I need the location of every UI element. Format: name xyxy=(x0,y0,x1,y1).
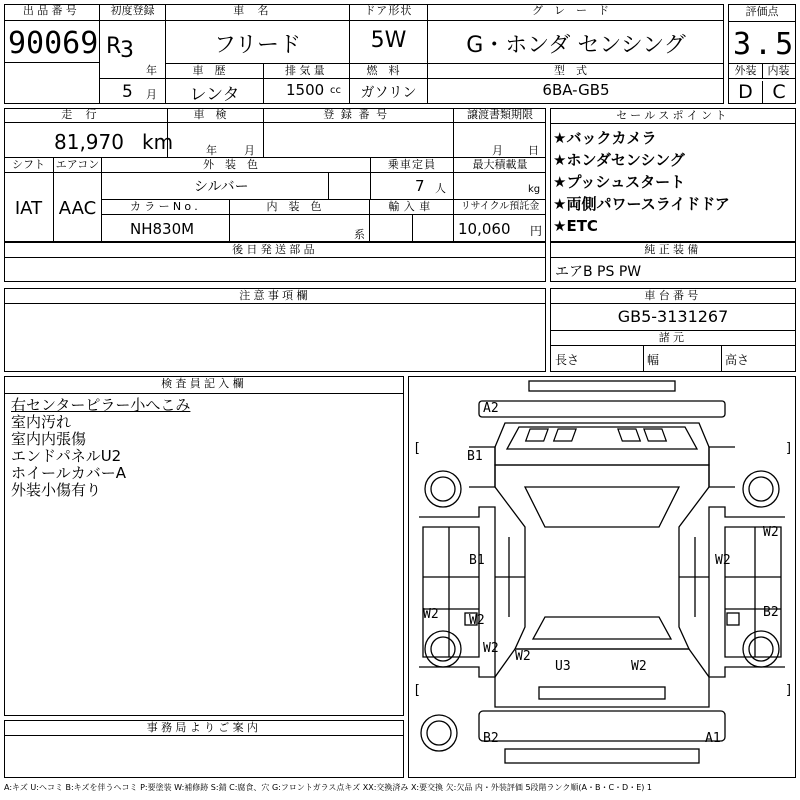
reg-no-cell xyxy=(264,108,454,158)
damage-mark: B1 xyxy=(469,553,485,568)
remark-line: 外装小傷有り xyxy=(11,481,102,499)
max-load-unit: kg xyxy=(528,184,541,195)
recycle-cell xyxy=(454,200,546,242)
grade-cell xyxy=(428,4,724,64)
car-outline xyxy=(409,377,795,777)
capacity-cell xyxy=(370,158,454,200)
first-reg-month: 5 xyxy=(122,82,133,102)
sale-points-box xyxy=(550,108,796,242)
later-parts-box xyxy=(4,242,546,282)
import-label: 輸入車 xyxy=(370,200,453,215)
damage-mark: W2 xyxy=(483,641,499,656)
ac-cell xyxy=(54,158,102,242)
lot-number-cell xyxy=(4,4,100,104)
inspection-year-unit: 年 xyxy=(206,144,217,157)
height-label: 高さ xyxy=(725,353,750,367)
shift-label: シフト xyxy=(4,158,53,173)
capacity-unit: 人 xyxy=(435,182,446,195)
grade-label: グレード xyxy=(428,4,724,21)
inspection-cell xyxy=(168,108,264,158)
era: R xyxy=(106,34,122,59)
inspector-remarks xyxy=(11,397,190,499)
ext-color-label: 外装色 xyxy=(102,158,370,173)
damage-mark: W2 xyxy=(469,613,485,628)
ext-color: シルバー xyxy=(194,179,249,195)
damage-diagram xyxy=(408,376,796,778)
lot-number-label: 出品番号 xyxy=(4,4,99,21)
reg-no-label: 登録番号 xyxy=(264,108,453,123)
damage-mark: W2 xyxy=(631,659,647,674)
fuel-label: 燃料 xyxy=(350,64,427,79)
remark-line: ホイールカバーA xyxy=(11,464,126,482)
damage-mark: W2 xyxy=(715,553,731,568)
remark-line: 右センターピラー小へこみ xyxy=(11,396,191,414)
car-name-label: 車名 xyxy=(166,4,349,21)
damage-mark: B1 xyxy=(467,449,483,464)
int-color-cell xyxy=(230,200,370,242)
ac: AAC xyxy=(58,198,97,219)
length-label: 長さ xyxy=(555,353,580,367)
notes-label: 注意事項欄 xyxy=(5,289,545,304)
inspector-label: 検査員記入欄 xyxy=(5,377,403,394)
remark-line: エンドパネルU2 xyxy=(11,447,122,465)
sale-point-item: ★ホンダセンシング xyxy=(553,151,685,169)
car-name: フリード xyxy=(213,33,302,58)
bracket-mark: ] xyxy=(785,441,793,456)
transfer-day-unit: 日 xyxy=(528,144,539,157)
damage-mark: B2 xyxy=(483,731,499,746)
mileage-label: 走行 xyxy=(4,108,167,123)
history-cell xyxy=(166,64,264,104)
score: 3.5 xyxy=(733,27,797,62)
equipment-label: 純正装備 xyxy=(551,243,795,258)
ext-color-cell xyxy=(102,158,370,200)
displacement-cell xyxy=(264,64,350,104)
damage-mark: W2 xyxy=(763,525,779,540)
remark-line: 室内内張傷 xyxy=(11,430,87,448)
chassis-box xyxy=(550,288,796,372)
doors-cell xyxy=(350,4,428,64)
capacity-label: 乗車定員 xyxy=(371,158,453,173)
year-unit: 年 xyxy=(146,64,157,77)
sale-points-label: セールスポイント xyxy=(551,109,795,124)
import-cell xyxy=(370,200,454,242)
equipment-box xyxy=(550,242,796,282)
mileage: 81,970 xyxy=(54,130,124,154)
color-no: NH830M xyxy=(130,220,195,238)
bracket-mark: [ xyxy=(413,683,421,698)
sale-point-item: ★ETC xyxy=(553,217,598,235)
grade: G・ホンダ センシング xyxy=(466,33,686,58)
damage-mark: A1 xyxy=(705,731,721,746)
recycle-label: リサイクル預託金 xyxy=(454,200,546,215)
score-label: 評価点 xyxy=(729,5,795,22)
notes-box xyxy=(4,288,546,372)
displacement-unit: cc xyxy=(330,85,341,96)
score-cell xyxy=(728,4,796,104)
history-label: 車歴 xyxy=(166,64,263,79)
month-unit: 月 xyxy=(146,88,157,101)
transfer-cell xyxy=(454,108,546,158)
chassis-label: 車台番号 xyxy=(551,289,795,304)
model-label: 型式 xyxy=(428,64,724,79)
damage-mark: W2 xyxy=(423,607,439,622)
color-no-cell xyxy=(102,200,230,242)
inspector-box xyxy=(4,376,404,716)
inspection-month-unit: 月 xyxy=(244,144,255,157)
inspection-label: 車検 xyxy=(168,108,263,123)
displacement: 1500 xyxy=(286,81,325,99)
recycle: 10,060 xyxy=(458,220,511,238)
displacement-label: 排気量 xyxy=(264,64,349,79)
model-cell xyxy=(428,64,724,104)
mileage-cell xyxy=(4,108,174,158)
first-reg-label: 初度登録 xyxy=(100,4,165,21)
damage-mark: B2 xyxy=(763,605,779,620)
equipment-value: エアB PS PW xyxy=(555,264,642,280)
damage-mark: U3 xyxy=(555,659,571,674)
damage-mark: W2 xyxy=(515,649,531,664)
mileage-unit: km xyxy=(142,130,174,154)
model: 6BA-GB5 xyxy=(542,81,610,99)
sale-point-item: ★両側パワースライドドア xyxy=(553,195,730,213)
max-load-label: 最大積載量 xyxy=(454,158,546,173)
doors-label: ドア形状 xyxy=(350,4,427,21)
fuel-cell xyxy=(350,64,428,104)
chassis-number: GB5-3131267 xyxy=(617,307,729,326)
ac-label: エアコン xyxy=(55,158,100,171)
sale-point-item: ★バックカメラ xyxy=(553,129,657,147)
int-color-label: 内装色 xyxy=(230,200,369,215)
sale-points-list xyxy=(553,127,730,237)
car-name-cell xyxy=(166,4,350,64)
width-label: 幅 xyxy=(647,353,660,367)
doors: 5W xyxy=(370,28,407,53)
office-box xyxy=(4,720,404,778)
history: レンタ xyxy=(189,85,240,105)
color-no-label: カラーNo. xyxy=(102,200,229,215)
spec-label: 諸元 xyxy=(551,330,795,346)
bracket-mark: [ xyxy=(413,441,421,456)
first-reg-year: 3 xyxy=(120,38,134,63)
legend-text: A:キズ U:ヘコミ B:キズを伴うヘコミ P:要塗装 W:補修跡 S:錆 C:腐食、穴 G:フロントガラス点キズ XX:交換済み X:要交換 欠:欠品 内・外装評価 5段階ランク順(A・B・C・D・E) 1 xyxy=(4,783,653,792)
int-grade: C xyxy=(772,81,786,103)
max-load-cell xyxy=(454,158,546,200)
sale-point-item: ★プッシュスタート xyxy=(553,173,686,191)
fuel: ガソリン xyxy=(360,85,417,101)
int-color-unit: 系 xyxy=(354,228,365,241)
later-parts-label: 後日発送部品 xyxy=(5,243,545,258)
shift: IAT xyxy=(14,198,43,219)
transfer-month-unit: 月 xyxy=(492,144,503,157)
ext-grade: D xyxy=(729,81,763,103)
int-grade-label: 内装 xyxy=(762,64,795,79)
shift-cell xyxy=(4,158,54,242)
bracket-mark: ] xyxy=(785,683,793,698)
remark-line: 室内汚れ xyxy=(11,413,72,431)
recycle-unit: 円 xyxy=(530,224,543,238)
first-reg-cell xyxy=(100,4,166,104)
damage-mark: A2 xyxy=(483,401,499,416)
capacity: 7 xyxy=(415,177,425,195)
transfer-label: 譲渡書類期限 xyxy=(454,108,546,123)
ext-grade-label: 外装 xyxy=(729,64,763,79)
lot-number: 90069 xyxy=(8,26,99,61)
office-label: 事務局よりご案内 xyxy=(5,721,403,736)
